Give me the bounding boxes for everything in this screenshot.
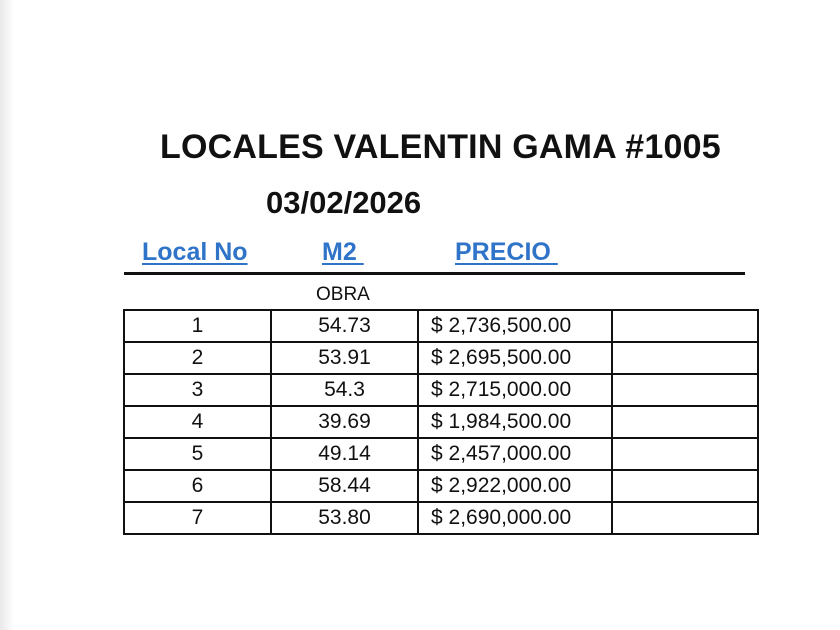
price-cell: $ 2,695,500.00: [418, 342, 612, 374]
local-number-cell: 4: [124, 406, 271, 438]
empty-cell: [612, 438, 758, 470]
document-date: 03/02/2026: [266, 185, 422, 220]
page-edge-shadow: [0, 0, 14, 630]
m2-cell: 49.14: [271, 438, 418, 470]
empty-cell: [612, 342, 758, 374]
table-row: [124, 406, 758, 438]
m2-cell: 54.73: [271, 310, 418, 342]
m2-cell: 53.80: [271, 502, 418, 534]
local-number-cell: 3: [124, 374, 271, 406]
m2-cell: 53.91: [271, 342, 418, 374]
price-cell: $ 2,690,000.00: [418, 502, 612, 534]
local-number-cell: 2: [124, 342, 271, 374]
column-header-precio: PRECIO: [455, 238, 558, 266]
empty-cell: [612, 374, 758, 406]
document-title: LOCALES VALENTIN GAMA #1005: [160, 128, 721, 166]
price-table: [123, 309, 759, 535]
m2-cell: 58.44: [271, 470, 418, 502]
table-row: [124, 374, 758, 406]
table-row: [124, 342, 758, 374]
empty-cell: [612, 310, 758, 342]
empty-cell: [612, 406, 758, 438]
m2-cell: 39.69: [271, 406, 418, 438]
empty-cell: [612, 502, 758, 534]
price-cell: $ 1,984,500.00: [418, 406, 612, 438]
empty-cell: [612, 470, 758, 502]
table-row: [124, 470, 758, 502]
m2-subheader: OBRA: [316, 284, 370, 305]
m2-cell: 54.3: [271, 374, 418, 406]
header-divider: [124, 272, 745, 275]
table-row: [124, 310, 758, 342]
column-header-m2: M2: [322, 238, 364, 266]
column-header-local: Local No: [142, 238, 248, 266]
price-cell: $ 2,457,000.00: [418, 438, 612, 470]
table-row: [124, 438, 758, 470]
local-number-cell: 6: [124, 470, 271, 502]
price-cell: $ 2,715,000.00: [418, 374, 612, 406]
local-number-cell: 7: [124, 502, 271, 534]
local-number-cell: 1: [124, 310, 271, 342]
price-cell: $ 2,922,000.00: [418, 470, 612, 502]
price-cell: $ 2,736,500.00: [418, 310, 612, 342]
table-row: [124, 502, 758, 534]
local-number-cell: 5: [124, 438, 271, 470]
